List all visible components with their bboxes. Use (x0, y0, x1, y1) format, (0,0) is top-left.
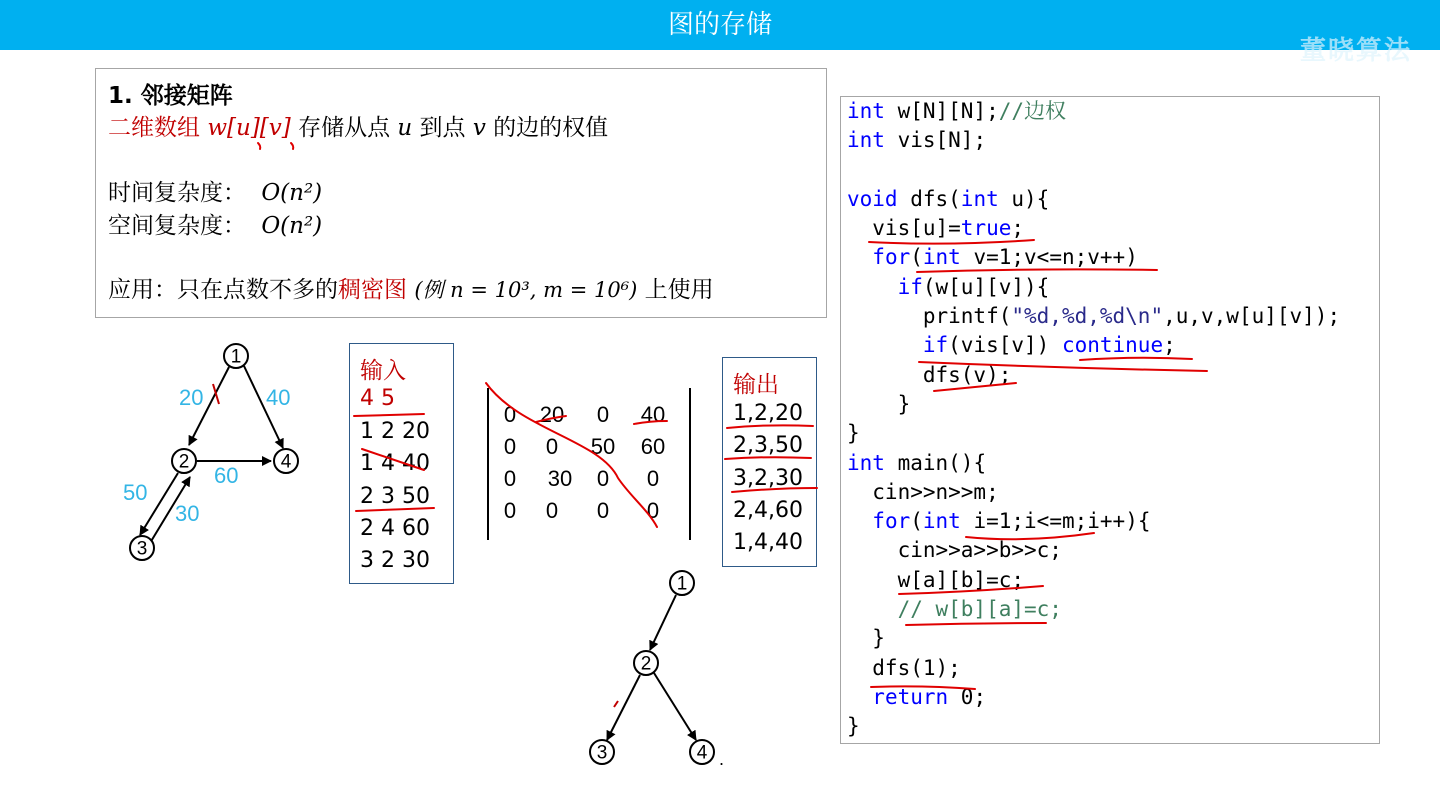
input-line: 2 4 60 (360, 516, 430, 541)
tree-edge-1-2 (650, 595, 676, 650)
code-line: vis[u]=true; (847, 216, 1025, 241)
red-mark (614, 701, 618, 707)
tree-dot: . (719, 749, 725, 769)
matrix-cell: 0 (545, 498, 559, 523)
tree-node-label-4: 4 (696, 742, 708, 764)
code-line: for(int i=1;i<=m;i++){ (872, 509, 1151, 534)
watermark-logo: 董晓算法 (1299, 36, 1412, 66)
definition-red-text: 二维数组 (108, 115, 200, 141)
matrix-cell: 0 (503, 402, 517, 427)
output-line: 1,4,40 (733, 530, 803, 555)
weight-2-3: 50 (123, 480, 148, 505)
graph-node-label-3: 3 (136, 538, 148, 560)
tree-node-label-3: 3 (596, 742, 608, 764)
application-line (108, 271, 714, 304)
code-line: dfs(1); (847, 655, 961, 680)
code-line: } (847, 714, 860, 739)
weight-2-4: 60 (214, 463, 239, 488)
input-line: 4 5 (360, 386, 395, 411)
theory-panel (95, 68, 827, 318)
matrix-cell: 30 (547, 466, 573, 491)
space-complexity-value: O(n²) (261, 213, 323, 239)
matrix-symbol: w[u][v] (207, 115, 291, 141)
time-label: 时间复杂度： (108, 180, 246, 206)
matrix-cell: 0 (503, 498, 517, 523)
code-block (847, 97, 1340, 742)
def-u: u (397, 115, 413, 141)
code-line: return 0; (872, 684, 987, 709)
space-complexity-line (108, 207, 322, 240)
output-line: 1,2,20 (733, 401, 803, 426)
graph-node-label-1: 1 (230, 346, 242, 368)
matrix-bracket-right (689, 388, 691, 540)
code-line: for(int v=1;v<=n;v++) (872, 245, 1138, 270)
graph-node-label-4: 4 (280, 451, 292, 473)
code-line: cin>>n>>m; (847, 479, 999, 504)
code-line: int main(){ (847, 450, 987, 475)
code-panel (840, 96, 1380, 744)
output-line: 3,2,30 (733, 466, 803, 491)
input-panel (349, 343, 454, 584)
tree-node-label-1: 1 (676, 573, 688, 595)
output-panel (722, 357, 817, 567)
definition-text-3: 的边的权值 (493, 115, 609, 141)
application-label: 应用：只在点数不多的 (108, 277, 338, 303)
matrix-cell: 40 (640, 402, 666, 427)
input-line: 2 3 50 (360, 484, 430, 509)
code-line: } (847, 626, 885, 651)
code-line: cin>>a>>b>>c; (847, 538, 1062, 563)
weight-3-2: 30 (175, 501, 200, 526)
time-complexity-value: O(n²) (261, 180, 323, 206)
matrix-bracket-left (487, 388, 489, 540)
dense-graph-text: 稠密图 (338, 277, 407, 303)
code-line: dfs(v); (847, 362, 1012, 387)
matrix-cell: 0 (646, 466, 660, 491)
slide-title: 图的存储 (667, 10, 772, 40)
code-line: int vis[N]; (847, 128, 987, 153)
matrix-cell: 0 (596, 498, 610, 523)
def-v: v (472, 115, 486, 141)
tree-node-label-2: 2 (640, 653, 652, 675)
code-line: // w[b][a]=c; (897, 597, 1062, 622)
tree-edge-2-4 (654, 673, 696, 740)
input-line: 1 4 40 (360, 451, 430, 476)
matrix-cell: 0 (596, 402, 610, 427)
code-line: if(vis[v]) continue; (922, 333, 1176, 358)
time-complexity-line (108, 174, 322, 207)
code-line: if(w[u][v]){ (897, 274, 1050, 299)
input-line: 3 2 30 (360, 548, 430, 573)
definition-text-1: 存储从点 (298, 115, 391, 141)
matrix-cell: 60 (640, 434, 666, 459)
code-line: void dfs(int u){ (847, 186, 1050, 211)
input-line: 1 2 20 (360, 419, 430, 444)
code-line: w[a][b]=c; (847, 567, 1025, 592)
output-line: 2,3,50 (733, 433, 803, 458)
matrix-cell: 0 (646, 498, 660, 523)
matrix-cell: 0 (503, 466, 517, 491)
matrix-cell: 50 (590, 434, 616, 459)
tree-edge-2-3 (607, 675, 640, 740)
output-title: 输出 (733, 372, 779, 398)
matrix-cell: 0 (545, 434, 559, 459)
code-line: } (847, 391, 911, 416)
matrix-cell: 0 (596, 466, 610, 491)
graph-node-label-2: 2 (178, 451, 190, 473)
weight-1-2: 20 (179, 385, 204, 410)
code-line: printf("%d,%d,%d\n",u,v,w[u][v]); (847, 304, 1341, 329)
application-tail: 上使用 (644, 277, 714, 303)
definition-text-2: 到点 (419, 115, 466, 141)
handwritten-annotations (0, 0, 1, 1)
weight-1-4: 40 (266, 385, 291, 410)
space-label: 空间复杂度： (108, 213, 246, 239)
code-line: } (847, 421, 860, 446)
definition-line (108, 109, 608, 142)
application-example: (例 n = 10³, m = 10⁶) (414, 278, 638, 302)
section-heading: 1. 邻接矩阵 (108, 83, 233, 109)
output-line: 2,4,60 (733, 498, 803, 523)
matrix-cell: 0 (503, 434, 517, 459)
matrix-cell: 20 (539, 402, 565, 427)
code-line: int w[N][N];//边权 (847, 99, 1067, 123)
input-title: 输入 (360, 358, 406, 384)
